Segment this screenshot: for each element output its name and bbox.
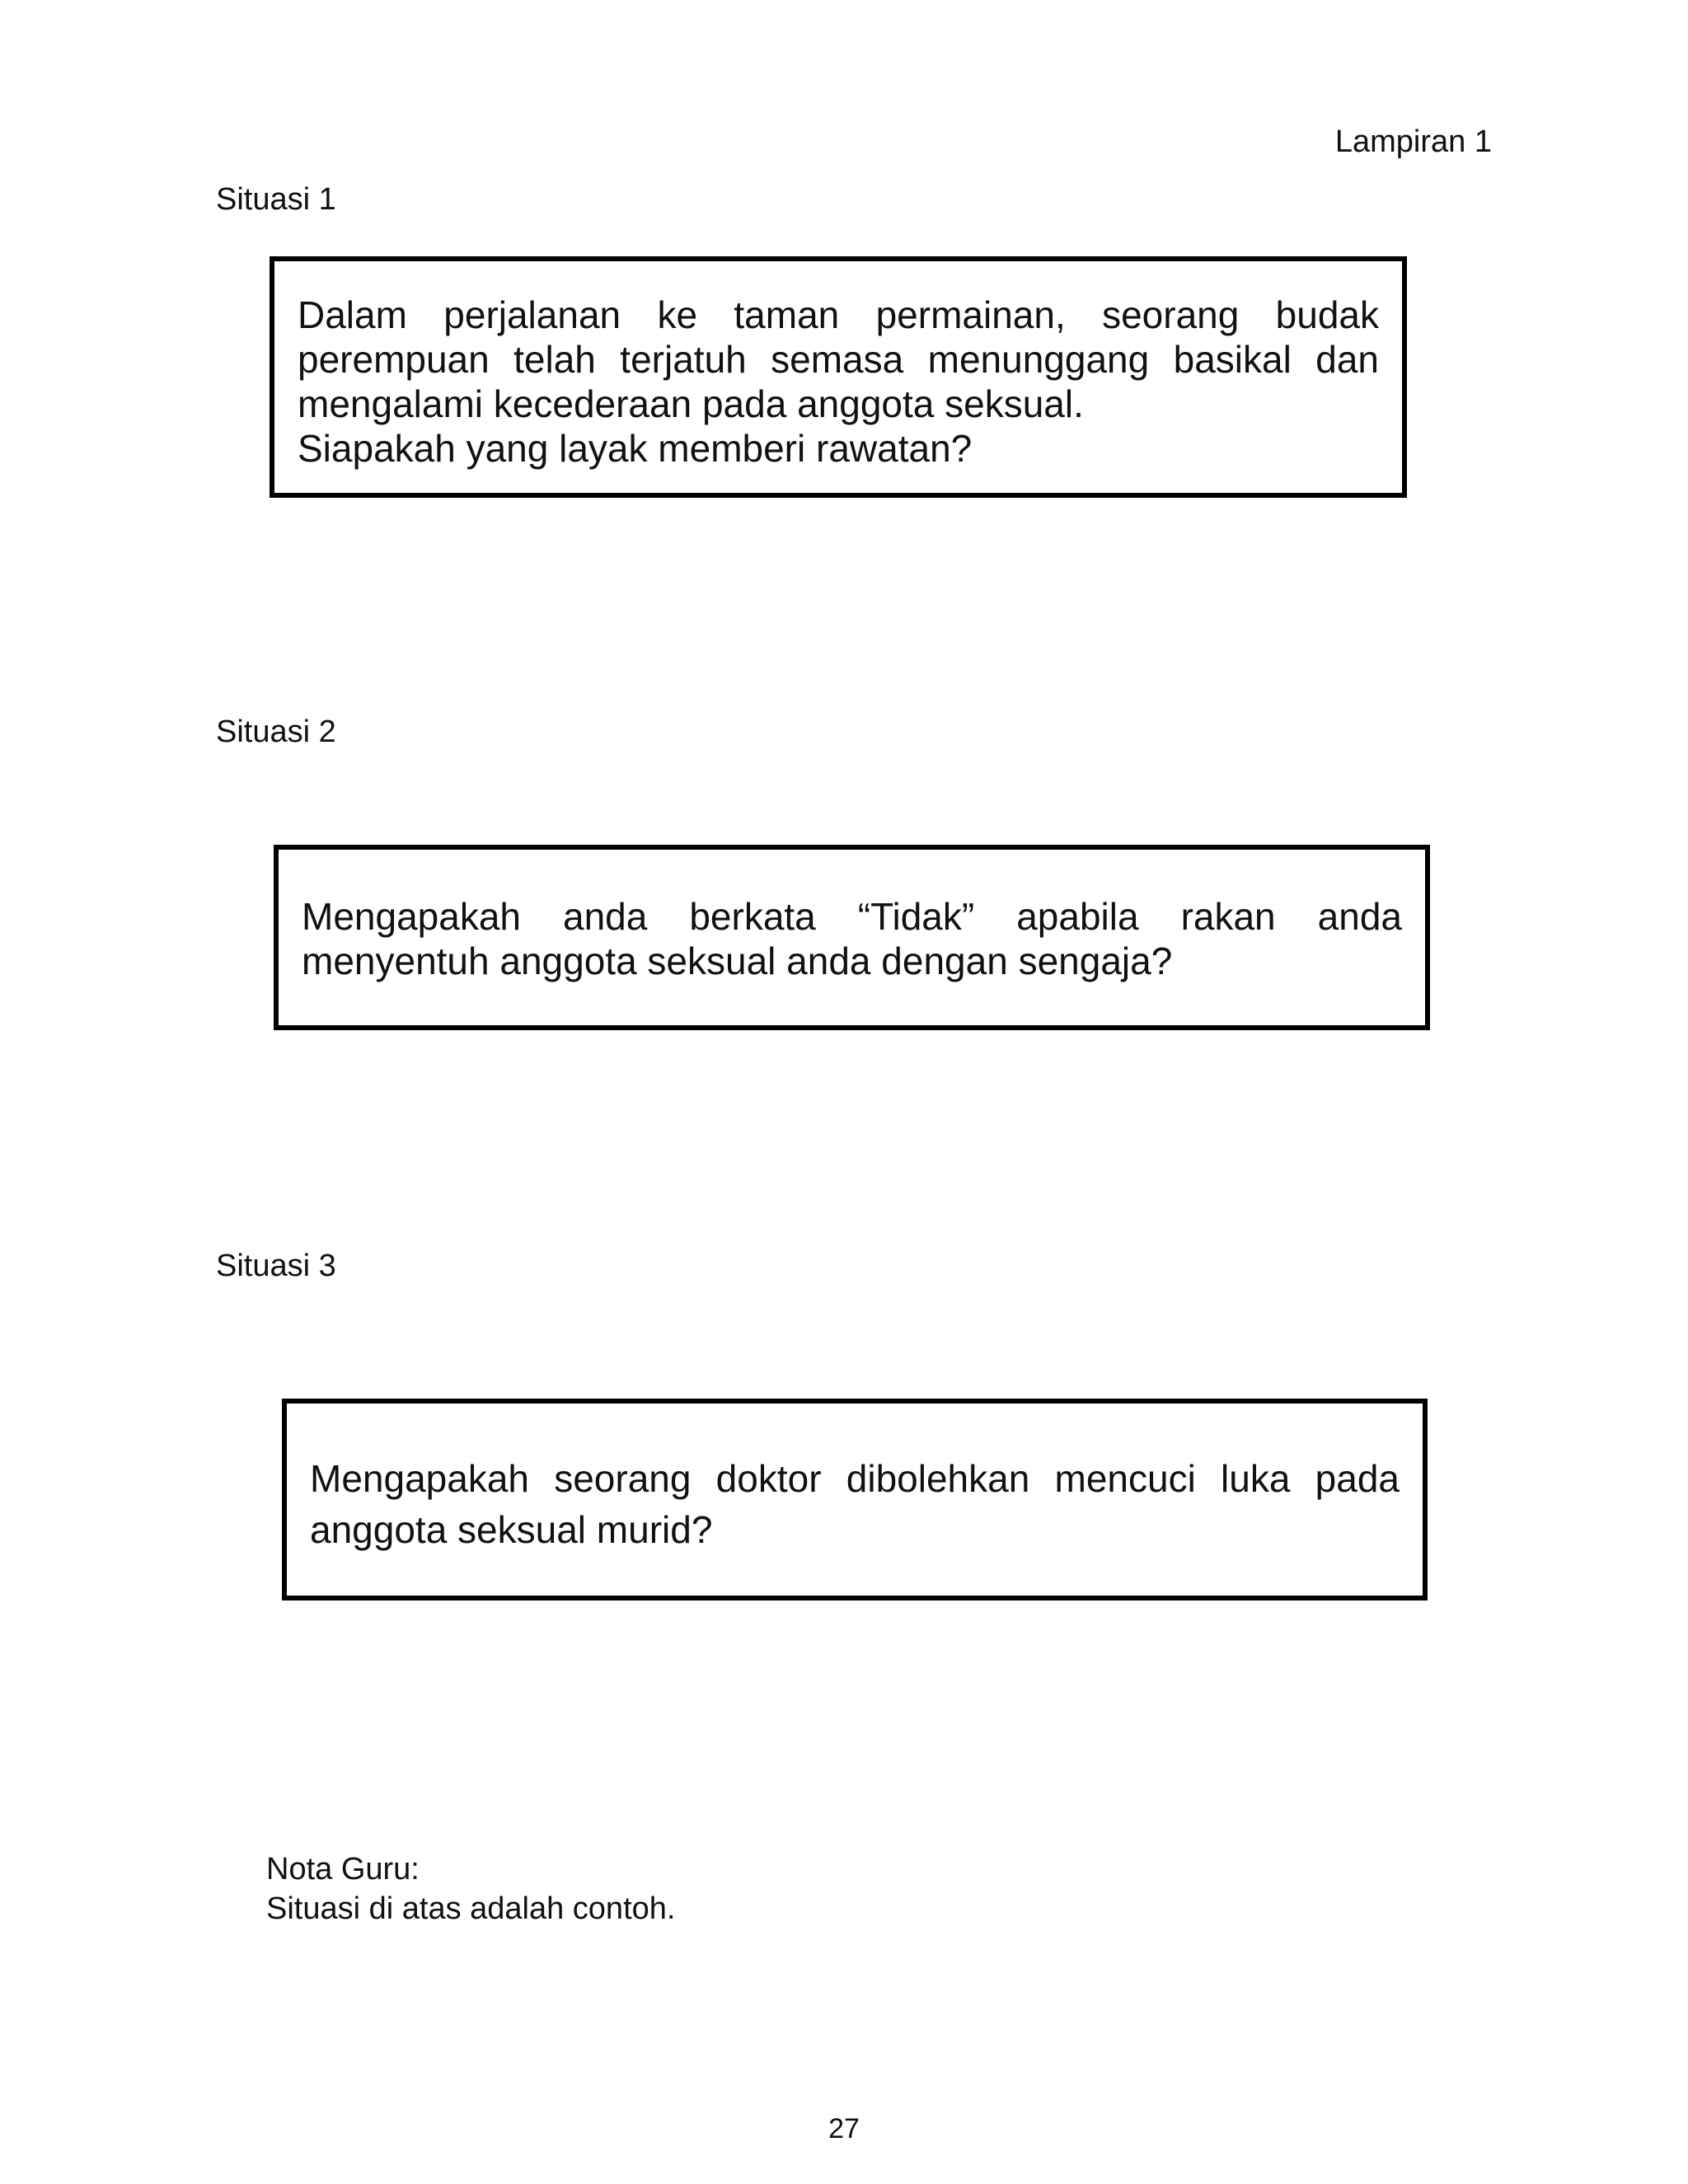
teacher-note-text: Situasi di atas adalah contoh. [266,1891,676,1926]
situation-3-heading: Situasi 3 [216,1249,336,1283]
situation-2-box [274,845,1430,1030]
appendix-label: Lampiran 1 [1334,124,1492,159]
situation-1-question: Siapakah yang layak memberi rawatan? [298,427,973,470]
situation-3-text: Mengapakah seorang doktor dibolehkan mencuci luka pada anggota seksual murid? [310,1457,1400,1551]
situation-2-text: Mengapakah anda berkata “Tidak” apabila rakan anda menyentuh anggota seksual anda dengan sengaja? [302,895,1402,982]
teacher-note-title: Nota Guru: [266,1852,420,1886]
situation-1-heading: Situasi 1 [216,182,336,217]
situation-3-box [282,1399,1428,1601]
page-number: 27 [828,2113,860,2144]
situation-1-box [270,256,1407,498]
teacher-note [266,1849,675,1929]
situation-1-text: Dalam perjalanan ke taman permainan, seorang budak perempuan telah terjatuh semasa menunggang basikal dan mengalami kecederaan pada anggota seksual. [298,293,1379,425]
situation-2-heading: Situasi 2 [216,715,336,749]
